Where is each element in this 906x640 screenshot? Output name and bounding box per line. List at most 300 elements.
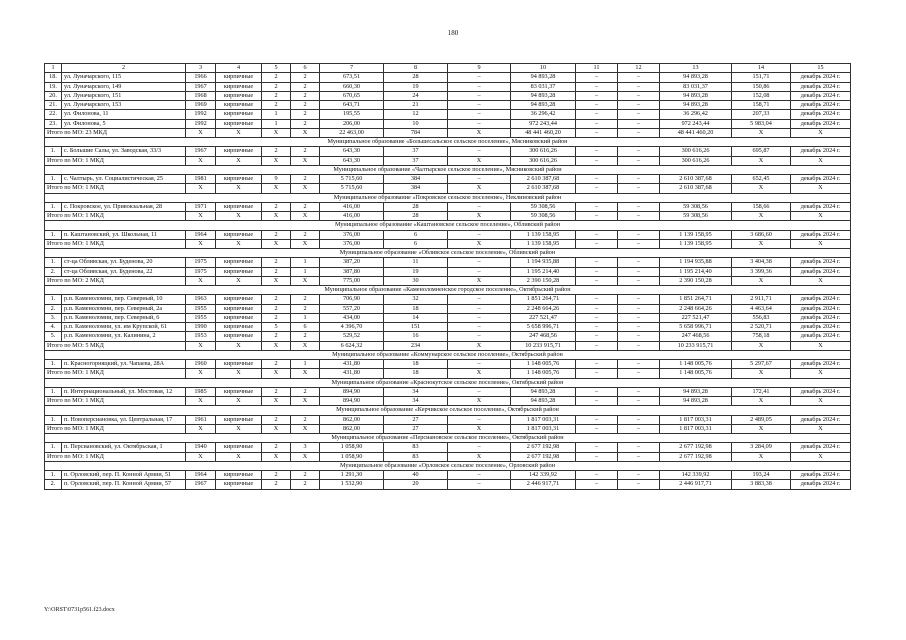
total-label: Итого по МО: 2 МКД <box>45 276 186 285</box>
table-cell: – <box>576 147 618 156</box>
total-cell: Х <box>216 128 262 137</box>
table-cell: 1 817 003,31 <box>660 415 732 424</box>
table-row <box>45 175 851 184</box>
table-cell: кирпичные <box>216 415 262 424</box>
table-cell: 1967 <box>186 82 216 91</box>
table-row <box>45 258 851 267</box>
total-cell: Х <box>291 156 320 165</box>
municipality-heading: Муниципальное образование «Каменоломненское городское поселение», Октябрьский район <box>45 286 851 295</box>
table-cell: 2. <box>45 304 62 313</box>
table-cell: – <box>618 230 660 239</box>
table-cell: 195,55 <box>320 110 384 119</box>
table-cell: – <box>618 480 660 489</box>
municipality-heading-row <box>45 138 851 147</box>
total-cell: Х <box>448 276 511 285</box>
table-cell: 695,87 <box>732 147 791 156</box>
table-cell: – <box>618 471 660 480</box>
table-cell: 18 <box>384 304 448 313</box>
total-cell: Х <box>262 212 291 221</box>
total-cell: Х <box>448 156 511 165</box>
table-cell: – <box>448 73 511 82</box>
address-cell: ул. Луначарского, 149 <box>62 82 186 91</box>
table-cell: 151,71 <box>732 73 791 82</box>
table-cell: – <box>448 82 511 91</box>
table-cell: 2 <box>262 387 291 396</box>
table-cell: 1 194 935,88 <box>660 258 732 267</box>
table-cell: 21 <box>384 101 448 110</box>
table-cell: 643,71 <box>320 101 384 110</box>
table-cell: 34 <box>384 387 448 396</box>
address-cell: п. Орловский, пер. П. Конной Армии, 51 <box>62 471 186 480</box>
table-cell: декабрь 2024 г. <box>791 480 851 489</box>
table-cell: кирпичные <box>216 387 262 396</box>
total-cell: Х <box>448 212 511 221</box>
address-cell: р.п. Каменоломни, ул. Калинина, 2 <box>62 332 186 341</box>
table-cell: 1969 <box>186 101 216 110</box>
table-row <box>45 471 851 480</box>
table-cell: декабрь 2024 г. <box>791 230 851 239</box>
table-cell: 376,00 <box>320 230 384 239</box>
table-cell: декабрь 2024 г. <box>791 323 851 332</box>
total-cell: Х <box>448 452 511 461</box>
address-cell: ул. Филонова, 11 <box>62 110 186 119</box>
table-cell: декабрь 2024 г. <box>791 258 851 267</box>
table-cell: кирпичные <box>216 471 262 480</box>
total-cell: Х <box>216 341 262 350</box>
table-cell: 1960 <box>186 360 216 369</box>
table-cell: 158,71 <box>732 101 791 110</box>
table-cell: – <box>618 415 660 424</box>
address-cell: п. Персиановский, ул. Октябрьская, 1 <box>62 443 186 452</box>
address-cell: с. Покровское, ул. Привокзальная, 28 <box>62 202 186 211</box>
table-cell: 1967 <box>186 147 216 156</box>
table-cell: – <box>448 304 511 313</box>
total-cell: Х <box>791 239 851 248</box>
table-cell: 1. <box>45 387 62 396</box>
total-cell: 300 616,26 <box>511 156 576 165</box>
table-cell: 18 <box>384 360 448 369</box>
total-cell: Х <box>791 452 851 461</box>
table-cell: – <box>618 147 660 156</box>
total-cell: Х <box>186 341 216 350</box>
total-cell: 5 715,60 <box>320 184 384 193</box>
address-cell: п. Красногорняцкий, ул. Чапаева, 28А <box>62 360 186 369</box>
table-row <box>45 443 851 452</box>
table-cell: 1964 <box>186 230 216 239</box>
table-cell: – <box>618 91 660 100</box>
table-cell: 384 <box>384 175 448 184</box>
total-cell: Х <box>186 397 216 406</box>
total-cell: Х <box>732 212 791 221</box>
table-row <box>45 202 851 211</box>
table-cell: – <box>576 267 618 276</box>
total-cell: Х <box>262 452 291 461</box>
table-cell: 2 <box>262 82 291 91</box>
column-number-cell: 4 <box>216 64 262 73</box>
table-cell: 660,30 <box>320 82 384 91</box>
table-cell: 2 <box>262 471 291 480</box>
table-cell: 5 715,60 <box>320 175 384 184</box>
table-cell: кирпичные <box>216 295 262 304</box>
municipality-heading: Муниципальное образование «Обливское сельское поселение», Обливский район <box>45 249 851 258</box>
table-cell: кирпичные <box>216 360 262 369</box>
municipality-heading-row <box>45 434 851 443</box>
total-cell: 376,00 <box>320 239 384 248</box>
total-cell: 34 <box>384 397 448 406</box>
table-cell: 9 <box>262 175 291 184</box>
table-row <box>45 147 851 156</box>
table-cell: 1 291,30 <box>320 471 384 480</box>
column-number-cell: 7 <box>320 64 384 73</box>
table-row <box>45 73 851 82</box>
total-row <box>45 424 851 433</box>
total-cell: Х <box>291 369 320 378</box>
table-cell: 2 248 664,26 <box>660 304 732 313</box>
address-cell: ул. Луначарского, 151 <box>62 91 186 100</box>
housing-table <box>44 63 851 490</box>
address-cell: р.п. Каменоломни, пер. Северный, 6 <box>62 313 186 322</box>
total-cell: – <box>618 369 660 378</box>
total-cell: 1 148 005,76 <box>660 369 732 378</box>
table-cell: 2 <box>262 147 291 156</box>
table-cell: 2 <box>291 230 320 239</box>
total-cell: Х <box>791 424 851 433</box>
table-cell: декабрь 2024 г. <box>791 267 851 276</box>
column-number-cell: 1 <box>45 64 62 73</box>
table-cell: – <box>618 82 660 91</box>
table-cell: 151 <box>384 323 448 332</box>
table-cell: 1968 <box>186 91 216 100</box>
municipality-heading: Муниципальное образование «Большесальское сельское поселение», Мясниковский район <box>45 138 851 147</box>
total-cell: 22 463,00 <box>320 128 384 137</box>
total-cell: 1 139 158,95 <box>511 239 576 248</box>
table-cell: 19. <box>45 82 62 91</box>
table-cell: 206,00 <box>320 119 384 128</box>
table-cell: 387,20 <box>320 258 384 267</box>
table-cell: – <box>576 443 618 452</box>
table-cell: 3 404,38 <box>732 258 791 267</box>
table-cell: 2 <box>291 119 320 128</box>
table-cell: 5 658 996,71 <box>511 323 576 332</box>
table-cell: – <box>576 480 618 489</box>
column-number-cell: 14 <box>732 64 791 73</box>
table-cell: 1. <box>45 230 62 239</box>
table-cell: 142 339,92 <box>660 471 732 480</box>
column-number-cell: 9 <box>448 64 511 73</box>
table-cell: 2 <box>291 91 320 100</box>
total-cell: 59 308,56 <box>660 212 732 221</box>
table-cell: 416,00 <box>320 202 384 211</box>
table-cell: 1975 <box>186 267 216 276</box>
table-cell: 706,90 <box>320 295 384 304</box>
table-cell: 2 677 192,98 <box>660 443 732 452</box>
table-cell: – <box>576 360 618 369</box>
column-number-cell: 11 <box>576 64 618 73</box>
table-cell: 1. <box>45 443 62 452</box>
table-cell: кирпичные <box>216 175 262 184</box>
address-cell: с. Большие Салы, ул. Заводская, 33/3 <box>62 147 186 156</box>
table-cell: 20 <box>384 480 448 489</box>
table-cell: 59 308,56 <box>511 202 576 211</box>
total-cell: Х <box>291 452 320 461</box>
table-row <box>45 360 851 369</box>
table-cell: 1967 <box>186 480 216 489</box>
table-cell: кирпичные <box>216 73 262 82</box>
table-cell: – <box>448 443 511 452</box>
table-cell: 1. <box>45 295 62 304</box>
table-cell: 83 <box>384 443 448 452</box>
municipality-heading-row <box>45 249 851 258</box>
total-cell: Х <box>216 424 262 433</box>
total-cell: 384 <box>384 184 448 193</box>
total-cell: 94 893,28 <box>660 397 732 406</box>
table-cell: 1 851 264,71 <box>511 295 576 304</box>
table-cell: 2 <box>262 230 291 239</box>
table-row <box>45 82 851 91</box>
table-cell: 94 893,28 <box>660 91 732 100</box>
table-cell: – <box>618 295 660 304</box>
total-cell: Х <box>791 276 851 285</box>
table-cell: кирпичные <box>216 323 262 332</box>
total-cell: 18 <box>384 369 448 378</box>
table-cell: 2 <box>291 82 320 91</box>
column-number-cell: 5 <box>262 64 291 73</box>
table-cell: 1. <box>45 471 62 480</box>
table-cell: 1 <box>262 119 291 128</box>
table-cell: 2 520,71 <box>732 323 791 332</box>
total-cell: 48 441 460,20 <box>660 128 732 137</box>
total-row <box>45 452 851 461</box>
address-cell: р.п. Каменоломни, ул. им Крупской, 61 <box>62 323 186 332</box>
total-cell: Х <box>791 341 851 350</box>
table-cell: кирпичные <box>216 91 262 100</box>
page-number: 180 <box>447 29 459 37</box>
municipality-heading-row <box>45 378 851 387</box>
total-cell: – <box>618 156 660 165</box>
total-cell: Х <box>732 184 791 193</box>
table-cell: декабрь 2024 г. <box>791 471 851 480</box>
table-cell: – <box>576 415 618 424</box>
table-cell: – <box>448 101 511 110</box>
total-cell: 2 677 192,98 <box>660 452 732 461</box>
total-cell: Х <box>448 369 511 378</box>
total-row <box>45 397 851 406</box>
table-cell: – <box>448 147 511 156</box>
table-cell: 2 677 192,98 <box>511 443 576 452</box>
table-cell: 2 <box>262 295 291 304</box>
total-cell: Х <box>448 128 511 137</box>
total-cell: Х <box>216 156 262 165</box>
table-cell: – <box>618 175 660 184</box>
table-cell: 673,51 <box>320 73 384 82</box>
total-label: Итого по МО: 1 МКД <box>45 424 186 433</box>
table-cell: 1 817 003,31 <box>511 415 576 424</box>
file-path-footer: Y:\ORST\0731p561.f23.docx <box>44 607 115 613</box>
table-cell: 2 <box>291 304 320 313</box>
table-cell: 2 <box>262 332 291 341</box>
table-cell: – <box>448 119 511 128</box>
table-cell: 4 396,70 <box>320 323 384 332</box>
table-cell: 556,83 <box>732 313 791 322</box>
table-cell: 2 <box>262 267 291 276</box>
total-cell: – <box>576 212 618 221</box>
table-row <box>45 230 851 239</box>
total-cell: 10 233 915,71 <box>660 341 732 350</box>
total-cell: Х <box>186 452 216 461</box>
total-cell: Х <box>186 369 216 378</box>
total-cell: 37 <box>384 156 448 165</box>
total-cell: 784 <box>384 128 448 137</box>
address-cell: ул. Филонова, 5 <box>62 119 186 128</box>
table-cell: 2 <box>291 73 320 82</box>
table-cell: 1 <box>291 267 320 276</box>
total-cell: Х <box>448 239 511 248</box>
total-cell: 775,00 <box>320 276 384 285</box>
table-cell: 387,80 <box>320 267 384 276</box>
table-cell: 12 <box>384 110 448 119</box>
total-cell: Х <box>732 276 791 285</box>
table-cell: 16 <box>384 332 448 341</box>
total-cell: Х <box>262 276 291 285</box>
table-cell: кирпичные <box>216 110 262 119</box>
table-cell: 1985 <box>186 387 216 396</box>
table-cell: 1990 <box>186 323 216 332</box>
table-cell: 1 194 935,88 <box>511 258 576 267</box>
total-row <box>45 276 851 285</box>
column-number-cell: 3 <box>186 64 216 73</box>
table-cell: 2 <box>262 304 291 313</box>
municipality-heading-row <box>45 461 851 470</box>
total-cell: Х <box>262 341 291 350</box>
total-cell: Х <box>216 452 262 461</box>
total-cell: 2 610 387,68 <box>511 184 576 193</box>
total-cell: Х <box>186 128 216 137</box>
table-cell: кирпичные <box>216 443 262 452</box>
total-cell: Х <box>732 452 791 461</box>
municipality-heading: Муниципальное образование «Керчикское сельское поселение», Октябрьский район <box>45 406 851 415</box>
table-cell: декабрь 2024 г. <box>791 175 851 184</box>
total-cell: Х <box>186 239 216 248</box>
table-cell: 94 893,28 <box>660 387 732 396</box>
table-cell: 1981 <box>186 175 216 184</box>
total-label: Итого по МО: 1 МКД <box>45 397 186 406</box>
address-cell: п. Интернациональный, ул. Мостовая, 12 <box>62 387 186 396</box>
table-cell: 193,24 <box>732 471 791 480</box>
municipality-heading: Муниципальное образование «Чалтырское сельское поселение», Мясниковский район <box>45 165 851 174</box>
table-cell: – <box>576 101 618 110</box>
table-cell: 5 983,04 <box>732 119 791 128</box>
table-row <box>45 101 851 110</box>
table-cell: – <box>618 119 660 128</box>
table-cell: – <box>448 332 511 341</box>
table-cell: – <box>576 175 618 184</box>
table-cell: – <box>618 304 660 313</box>
total-row <box>45 212 851 221</box>
table-cell: 1. <box>45 202 62 211</box>
table-cell: 19 <box>384 267 448 276</box>
table-cell: – <box>448 110 511 119</box>
table-cell: – <box>576 471 618 480</box>
table-cell: 1966 <box>186 73 216 82</box>
total-cell: Х <box>732 341 791 350</box>
table-cell: 1 148 005,76 <box>660 360 732 369</box>
table-cell: 150,86 <box>732 82 791 91</box>
table-cell: декабрь 2024 г. <box>791 91 851 100</box>
table-cell: 83 031,37 <box>660 82 732 91</box>
table-cell: 18. <box>45 73 62 82</box>
table-cell: 2 911,71 <box>732 295 791 304</box>
total-cell: Х <box>291 424 320 433</box>
table-cell: – <box>618 323 660 332</box>
municipality-heading-row <box>45 350 851 359</box>
total-row <box>45 369 851 378</box>
table-cell: 972 243,44 <box>660 119 732 128</box>
address-cell: п. Новоперсиановка, ул. Центральная, 17 <box>62 415 186 424</box>
table-cell: 37 <box>384 147 448 156</box>
total-cell: Х <box>291 212 320 221</box>
table-cell: 5 297,67 <box>732 360 791 369</box>
municipality-heading-row <box>45 165 851 174</box>
address-cell: р.п. Каменоломни, пер. Северный, 2а <box>62 304 186 313</box>
table-cell: – <box>576 230 618 239</box>
table-cell: – <box>448 387 511 396</box>
total-cell: 894,90 <box>320 397 384 406</box>
table-cell: – <box>576 323 618 332</box>
table-cell: 94 893,28 <box>660 101 732 110</box>
municipality-heading: Муниципальное образование «Орловское сельское поселение», Орловский район <box>45 461 851 470</box>
table-cell: 94 893,28 <box>511 101 576 110</box>
address-cell: п. Орловский, пер. П. Конной Армии, 57 <box>62 480 186 489</box>
total-cell: 1 148 005,76 <box>511 369 576 378</box>
table-cell: 247 468,56 <box>660 332 732 341</box>
table-cell: – <box>448 480 511 489</box>
table-cell: 40 <box>384 471 448 480</box>
table-cell: 207,33 <box>732 110 791 119</box>
total-row <box>45 184 851 193</box>
table-cell: 862,00 <box>320 415 384 424</box>
total-cell: Х <box>186 212 216 221</box>
address-cell: п. Каштановский, ул. Школьная, 11 <box>62 230 186 239</box>
table-cell: 1961 <box>186 415 216 424</box>
table-cell: – <box>448 360 511 369</box>
table-cell: 3 686,60 <box>732 230 791 239</box>
table-cell: 2. <box>45 267 62 276</box>
table-cell: – <box>618 110 660 119</box>
table-cell: 28 <box>384 73 448 82</box>
table-cell: 1971 <box>186 202 216 211</box>
total-cell: Х <box>791 128 851 137</box>
table-cell: – <box>576 91 618 100</box>
table-cell: 1. <box>45 175 62 184</box>
total-cell: Х <box>216 184 262 193</box>
municipality-heading: Муниципальное образование «Покровское сельское поселение», Неклиновский район <box>45 193 851 202</box>
table-cell: 1 148 005,76 <box>511 360 576 369</box>
total-cell: Х <box>448 184 511 193</box>
table-cell: – <box>448 202 511 211</box>
table-cell: 2 <box>291 332 320 341</box>
table-cell: 36 296,42 <box>660 110 732 119</box>
table-cell: 158,66 <box>732 202 791 211</box>
table-cell: декабрь 2024 г. <box>791 202 851 211</box>
table-cell: 1975 <box>186 258 216 267</box>
table-cell: 2 446 917,71 <box>511 480 576 489</box>
table-cell: 1955 <box>186 313 216 322</box>
table-cell: 2 <box>291 101 320 110</box>
table-cell: 2 489,05 <box>732 415 791 424</box>
table-cell: 3 <box>291 443 320 452</box>
table-cell: 32 <box>384 295 448 304</box>
table-row <box>45 110 851 119</box>
